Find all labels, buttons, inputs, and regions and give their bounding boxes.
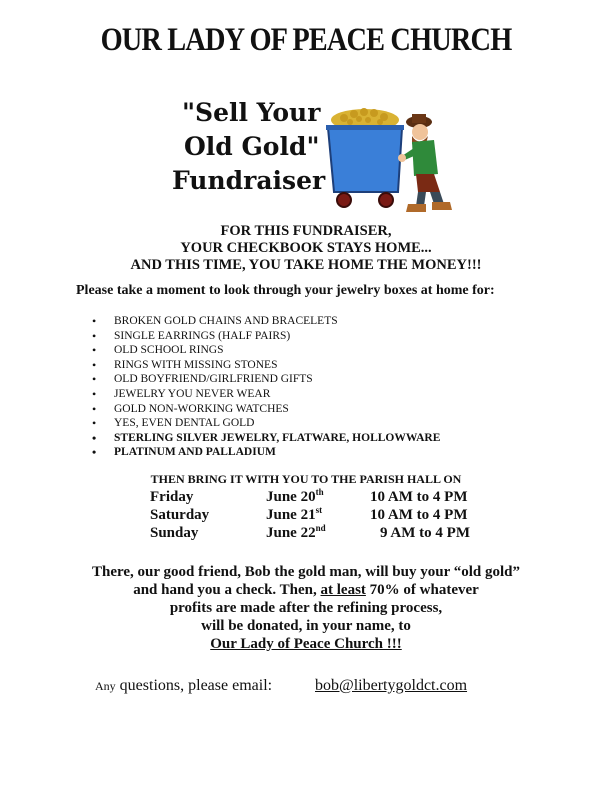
schedule-date: June 20th xyxy=(266,487,324,505)
message-text xyxy=(0,563,612,653)
list-item: • YES, EVEN DENTAL GOLD xyxy=(92,416,440,431)
wheel-icon xyxy=(337,193,351,207)
list-item: • OLD BOYFRIEND/GIRLFRIEND GIFTS xyxy=(92,372,440,387)
fundraiser-heading xyxy=(172,96,325,198)
then-line: THEN BRING IT WITH YOU TO THE PARISH HALL ON xyxy=(150,472,462,486)
intro-line-2: YOUR CHECKBOOK STAYS HOME... xyxy=(180,240,432,256)
list-item: • OLD SCHOOL RINGS xyxy=(92,343,440,358)
schedule-date: June 21st xyxy=(266,505,323,523)
list-item: • SINGLE EARRINGS (HALF PAIRS) xyxy=(92,329,440,344)
message-line-3: profits are made after the refining process, xyxy=(169,600,443,616)
miner-cart-illustration xyxy=(322,92,467,217)
intro-line-3: AND THIS TIME, YOU TAKE HOME THE MONEY!!! xyxy=(130,257,482,273)
schedule-time: 10 AM to 4 PM xyxy=(370,507,468,523)
contact-line xyxy=(95,677,468,695)
schedule-time: 9 AM to 4 PM xyxy=(380,525,470,541)
page-title: OUR LADY OF PEACE CHURCH xyxy=(100,22,512,58)
email-link[interactable]: bob@libertygoldct.com xyxy=(315,677,468,694)
list-item: • GOLD NON-WORKING WATCHES xyxy=(92,402,440,417)
intro-text xyxy=(0,223,612,274)
miner-icon xyxy=(398,114,452,212)
message-line-1: There, our good friend, Bob the gold man, will buy your “old gold” xyxy=(92,564,520,580)
item-list xyxy=(92,314,440,460)
list-item: • JEWELRY YOU NEVER WEAR xyxy=(92,387,440,402)
cart-body-icon xyxy=(328,128,402,192)
prompt-text: Please take a moment to look through your jewelry boxes at home for: xyxy=(76,283,495,298)
contact-text: questions, please email: xyxy=(119,677,273,694)
wheel-icon xyxy=(379,193,393,207)
schedule-day: Saturday xyxy=(150,507,210,523)
fundraiser-line-3: Fundraiser xyxy=(172,166,326,195)
schedule-time: 10 AM to 4 PM xyxy=(370,489,468,505)
schedule-date: June 22nd xyxy=(266,523,326,541)
list-item: • STERLING SILVER JEWELRY, FLATWARE, HOLLOWWARE xyxy=(92,431,440,446)
list-item: • BROKEN GOLD CHAINS AND BRACELETS xyxy=(92,314,440,329)
fundraiser-line-2: Old Gold" xyxy=(184,132,320,161)
message-line-4: will be donated, in your name, to xyxy=(201,618,411,634)
schedule-row xyxy=(150,525,490,543)
intro-line-1: FOR THIS FUNDRAISER, xyxy=(220,223,392,239)
schedule xyxy=(150,489,490,543)
contact-any: Any xyxy=(95,679,116,693)
list-item: • PLATINUM AND PALLADIUM xyxy=(92,445,440,460)
schedule-day: Sunday xyxy=(150,525,199,541)
schedule-day: Friday xyxy=(150,489,194,505)
church-name-emphasis: Our Lady of Peace Church !!! xyxy=(210,636,402,652)
list-item: • RINGS WITH MISSING STONES xyxy=(92,358,440,373)
fundraiser-line-1: "Sell Your xyxy=(182,98,321,127)
message-line-2: and hand you a check. Then, at least 70% of whatever xyxy=(133,582,479,598)
